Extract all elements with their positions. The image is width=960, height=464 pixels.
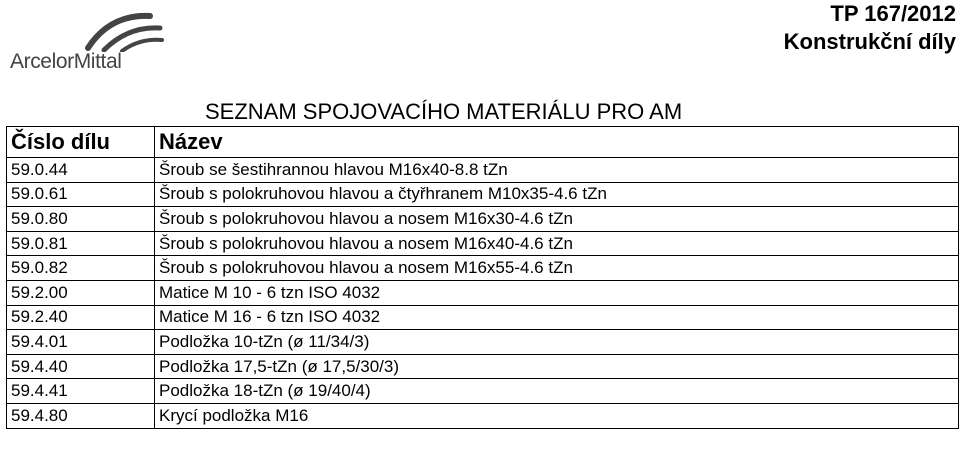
table-row [7, 158, 959, 183]
part-name-cell: Šroub s polokruhovou hlavou a nosem M16x40-4.6 tZn [155, 231, 959, 256]
table-row [7, 403, 959, 428]
part-name-cell: Šroub se šestihrannou hlavou M16x40-8.8 tZn [155, 158, 959, 183]
part-number-cell: 59.4.01 [7, 330, 155, 355]
table-row [7, 231, 959, 256]
part-name-cell: Krycí podložka M16 [155, 403, 959, 428]
column-header-name: Název [155, 127, 959, 158]
part-number-cell: 59.0.44 [7, 158, 155, 183]
part-number-cell: 59.4.80 [7, 403, 155, 428]
table-row [7, 280, 959, 305]
part-number-cell: 59.2.40 [7, 305, 155, 330]
part-name-cell: Podložka 18-tZn (ø 19/40/4) [155, 379, 959, 404]
part-name-cell: Podložka 10-tZn (ø 11/34/3) [155, 330, 959, 355]
page-title: SEZNAM SPOJOVACÍHO MATERIÁLU PRO AM [205, 99, 683, 124]
table-row [7, 379, 959, 404]
company-logo [10, 8, 160, 72]
part-number-cell: 59.0.81 [7, 231, 155, 256]
column-header-part-number: Číslo dílu [7, 127, 155, 158]
document-number: TP 167/2012 [830, 1, 956, 26]
table-row [7, 207, 959, 232]
parts-table [6, 126, 959, 429]
part-name-cell: Matice M 10 - 6 tzn ISO 4032 [155, 280, 959, 305]
table-row [7, 354, 959, 379]
part-number-cell: 59.4.41 [7, 379, 155, 404]
part-name-cell: Šroub s polokruhovou hlavou a nosem M16x55-4.6 tZn [155, 256, 959, 281]
document-section: Konstrukční díly [783, 29, 956, 54]
part-name-cell: Podložka 17,5-tZn (ø 17,5/30/3) [155, 354, 959, 379]
part-name-cell: Šroub s polokruhovou hlavou a nosem M16x30-4.6 tZn [155, 207, 959, 232]
part-number-cell: 59.0.82 [7, 256, 155, 281]
part-name-cell: Matice M 16 - 6 tzn ISO 4032 [155, 305, 959, 330]
document-header [784, 0, 956, 56]
part-number-cell: 59.0.80 [7, 207, 155, 232]
arcelormittal-logo-icon [84, 8, 164, 52]
table-row [7, 256, 959, 281]
part-number-cell: 59.2.00 [7, 280, 155, 305]
table-body [7, 158, 959, 429]
table-header-row [7, 127, 959, 158]
part-name-cell: Šroub s polokruhovou hlavou a čtyřhranem M10x35-4.6 tZn [155, 182, 959, 207]
part-number-cell: 59.4.40 [7, 354, 155, 379]
table-row [7, 182, 959, 207]
brand-name: ArcelorMittal [10, 50, 122, 73]
table-row [7, 330, 959, 355]
table-row [7, 305, 959, 330]
part-number-cell: 59.0.61 [7, 182, 155, 207]
